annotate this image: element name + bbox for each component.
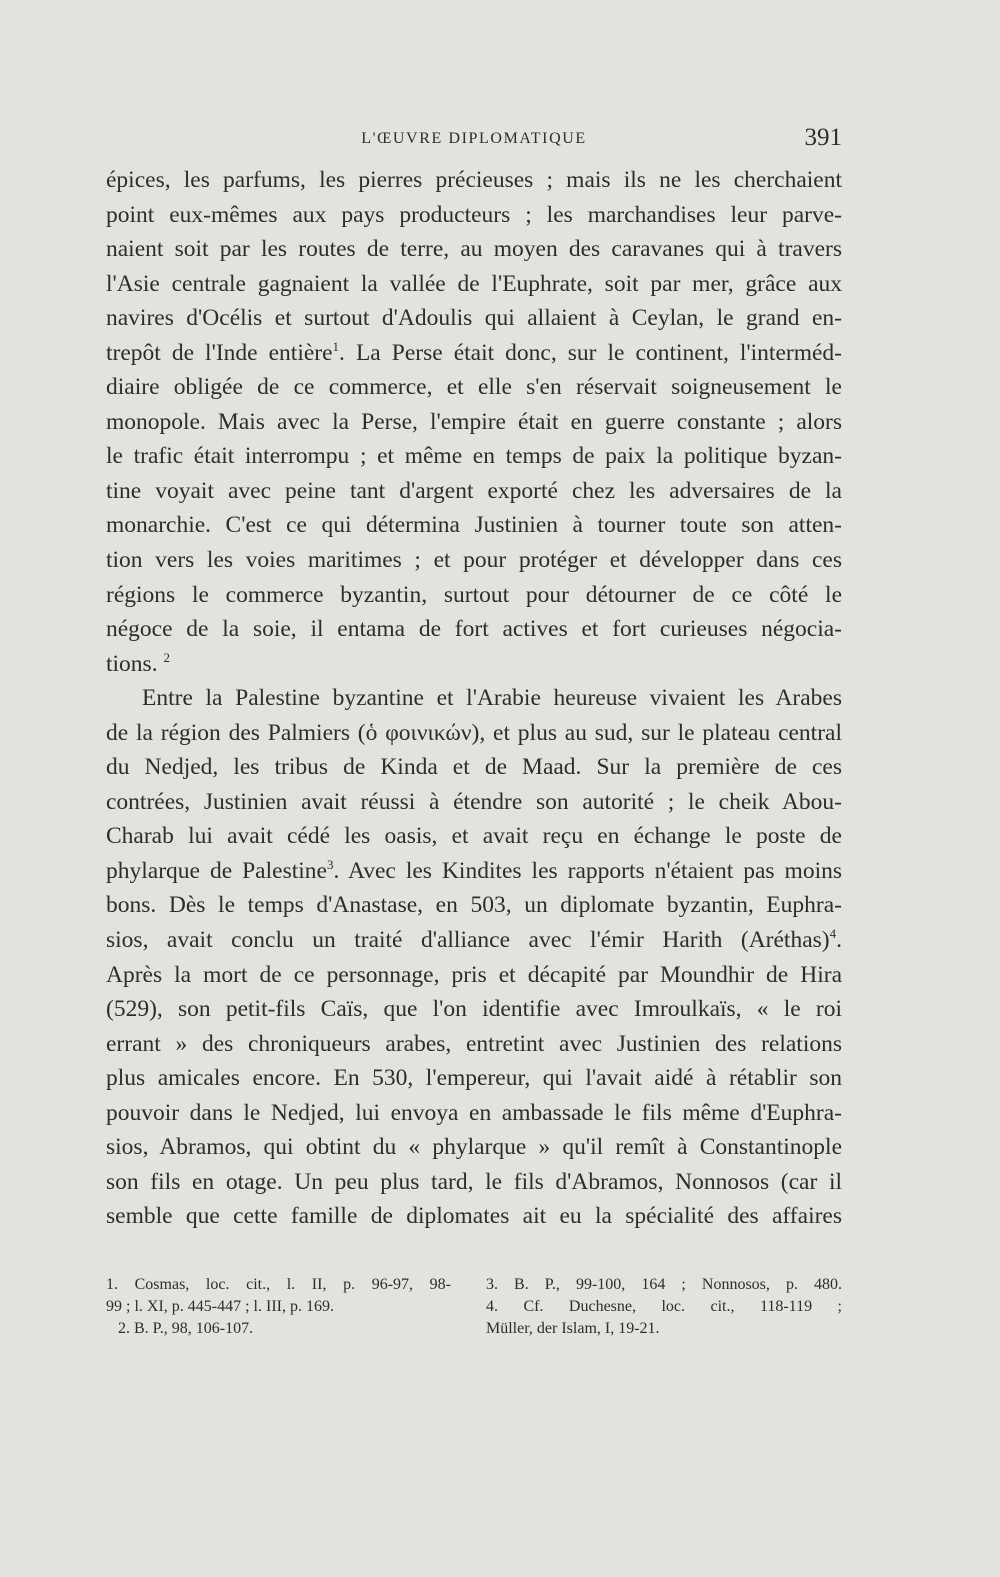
footnotes-left-column — [106, 1274, 451, 1340]
text-line: monarchie. C'est ce qui détermina Justinien à tourner toute son atten- — [106, 512, 842, 539]
body-text — [106, 163, 842, 1234]
text-segment: . — [836, 927, 842, 954]
page-header — [106, 124, 842, 158]
text-line: de la région des Palmiers (ὁ φοινικών), et plus au sud, sur le plateau central — [106, 719, 842, 746]
footnote-line: 4. Cf. Duchesne, loc. cit., 118-119 ; — [486, 1298, 842, 1315]
text-line: (529), son petit-fils Caïs, que l'on identifie avec Imroulkaïs, « le roi — [106, 996, 842, 1023]
text-line: navires d'Océlis et surtout d'Adoulis qui allaient à Ceylan, le grand en- — [106, 305, 842, 332]
text-segment: sios, avait conclu un traité d'alliance avec l'émir Harith (Aréthas) — [106, 927, 830, 954]
text-line: l'Asie centrale gagnaient la vallée de l'Euphrate, soit par mer, grâce aux — [106, 270, 842, 297]
text-line: semble que cette famille de diplomates ait eu la spécialité des affaires — [106, 1203, 842, 1230]
text-line: naient soit par les routes de terre, au moyen des caravanes qui à travers — [106, 236, 842, 263]
text-line: point eux-mêmes aux pays producteurs ; les marchandises leur parve- — [106, 201, 842, 228]
footnote-ref: 3 — [326, 856, 334, 872]
text-line: Entre la Palestine byzantine et l'Arabie heureuse vivaient les Arabes — [142, 685, 842, 712]
text-line — [106, 336, 842, 371]
running-title: L'ŒUVRE DIPLOMATIQUE — [361, 130, 587, 147]
text-segment: tions. — [106, 650, 158, 677]
text-line: régions le commerce byzantin, surtout pour détourner de ce côté le — [106, 581, 842, 608]
page-number: 391 — [804, 124, 842, 151]
text-line: le trafic était interrompu ; et même en temps de paix la politique byzan- — [106, 443, 842, 470]
text-line: Charab lui avait cédé les oasis, et avait reçu en échange le poste de — [106, 823, 842, 850]
text-line: Après la mort de ce personnage, pris et décapité par Moundhir de Hira — [106, 961, 842, 988]
text-line: errant » des chroniqueurs arabes, entretint avec Justinien des relations — [106, 1030, 842, 1057]
text-segment: trepôt de l'Inde entière — [106, 339, 333, 366]
footnote-ref: 4 — [829, 926, 837, 942]
footnote-line: 2. B. P., 98, 106-107. — [118, 1320, 254, 1337]
text-segment: . La Perse était donc, sur le continent, l'interméd- — [339, 339, 842, 366]
footnote-line: 3. B. P., 99-100, 164 ; Nonnosos, p. 480. — [486, 1276, 842, 1293]
footnotes-right-column — [486, 1274, 842, 1340]
text-line: négoce de la soie, il entama de fort actives et fort curieuses négocia- — [106, 616, 842, 643]
text-line: épices, les parfums, les pierres précieuses ; mais ils ne les cherchaient — [106, 167, 842, 193]
text-line: contrées, Justinien avait réussi à étendre son autorité ; le cheik Abou- — [106, 788, 842, 815]
text-segment: . Avec les Kindites les rapports n'étaient pas moins — [333, 857, 842, 884]
footnote-line: 99 ; l. XI, p. 445-447 ; l. III, p. 169. — [106, 1298, 334, 1315]
text-line: bons. Dès le temps d'Anastase, en 503, un diplomate byzantin, Euphra- — [106, 892, 842, 919]
footnote-ref: 1 — [332, 338, 340, 354]
text-line — [106, 854, 842, 889]
text-line: tion vers les voies maritimes ; et pour protéger et développer dans ces — [106, 547, 842, 574]
text-line: monopole. Mais avec la Perse, l'empire était en guerre constante ; alors — [106, 408, 842, 435]
text-line: plus amicales encore. En 530, l'empereur, qui l'avait aidé à rétablir son — [106, 1065, 842, 1092]
text-segment: phylarque de Palestine — [106, 857, 327, 884]
text-line: sios, Abramos, qui obtint du « phylarque » qu'il remît à Constantinople — [106, 1134, 842, 1161]
text-line — [106, 647, 842, 682]
footnote-line: Müller, der Islam, I, 19-21. — [486, 1320, 660, 1337]
footnote-line: 1. Cosmas, loc. cit., l. II, p. 96-97, 98- — [106, 1276, 451, 1293]
text-line: son fils en otage. Un peu plus tard, le fils d'Abramos, Nonnosos (car il — [106, 1168, 842, 1195]
text-line: pouvoir dans le Nedjed, lui envoya en ambassade le fils même d'Euphra- — [106, 1099, 842, 1126]
text-line — [106, 923, 842, 958]
footnote-ref: 2 — [163, 649, 170, 665]
text-line: diaire obligée de ce commerce, et elle s'en réservait soigneusement le — [106, 374, 842, 401]
text-line: tine voyait avec peine tant d'argent exporté chez les adversaires de la — [106, 477, 842, 504]
text-line: du Nedjed, les tribus de Kinda et de Maad. Sur la première de ces — [106, 754, 842, 781]
